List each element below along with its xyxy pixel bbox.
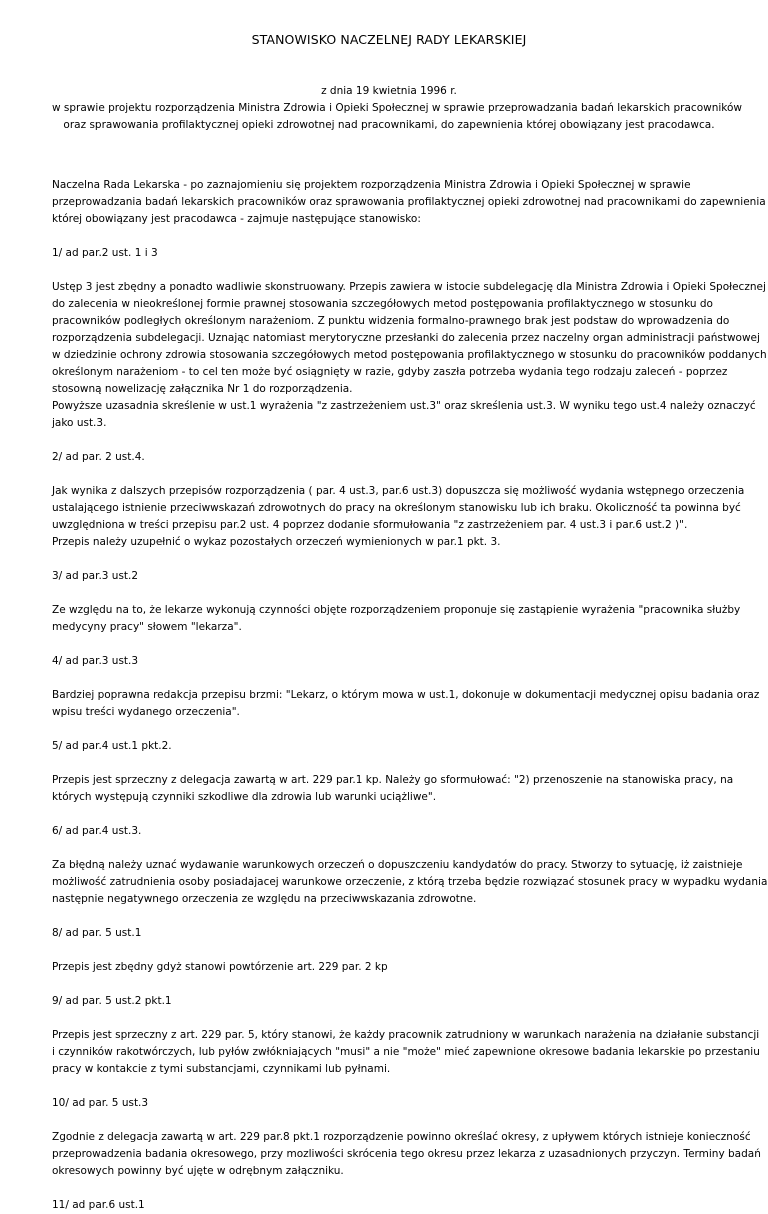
text-line: okresowych powinny być ujęte w odrębnym załączniku. bbox=[52, 1165, 344, 1177]
section-heading bbox=[52, 245, 726, 262]
text-line: stosowną nowelizację załącznika Nr 1 do rozporządzenia. bbox=[52, 383, 353, 395]
text-line: Za błędną należy uznać wydawanie warunkowych orzeczeń o dopuszczeniu kandydatów do pracy. Stworzy to sytuację, iż zaistnieje bbox=[52, 859, 743, 871]
text-line: Przepis jest sprzeczny z delegacja zawartą w art. 229 par.1 kp. Należy go sformułować: "2) przenoszenie na stanowiska pracy, na bbox=[52, 774, 734, 786]
subtitle-date-line: z dnia 19 kwietnia 1996 r. bbox=[321, 85, 457, 97]
text-line: 1/ ad par.2 ust. 1 i 3 bbox=[52, 247, 158, 259]
text-line: których występują czynniki szkodliwe dla zdrowia lub warunki uciążliwe". bbox=[52, 791, 437, 803]
text-line: Ustęp 3 jest zbędny a ponadto wadliwie skonstruowany. Przepis zawiera w istocie subdelegację dla Ministra Zdrowia i Opieki Społecznej bbox=[52, 281, 766, 293]
text-line: 9/ ad par. 5 ust.2 pkt.1 bbox=[52, 995, 172, 1007]
text-line: i czynników rakotwórczych, lub pyłów zwłókniających "musi" a nie "może" mieć zapewnione okresowe badania lekarskie po przestaniu bbox=[52, 1046, 760, 1058]
text-line: wpisu treści wydanego orzeczenia". bbox=[52, 706, 240, 718]
text-line: pracowników podległych określonym narażeniom. Z punktu widzenia formalno-prawnego brak jest podstaw do wprowadzenia do bbox=[52, 315, 730, 327]
paragraph bbox=[52, 687, 760, 721]
section-heading bbox=[52, 738, 726, 755]
text-line: do zalecenia w nieokreślonej formie prawnej stosowania szczegółowych metod postępowania profilaktycznego w stosunku do bbox=[52, 298, 713, 310]
paragraph bbox=[52, 1129, 761, 1180]
text-line: jako ust.3. bbox=[52, 417, 107, 429]
paragraph bbox=[52, 602, 741, 636]
document-body bbox=[52, 177, 768, 1214]
paragraph bbox=[52, 959, 726, 976]
text-line: 6/ ad par.4 ust.3. bbox=[52, 825, 142, 837]
paragraph bbox=[52, 772, 734, 806]
section-heading bbox=[52, 823, 726, 840]
text-line: Jak wynika z dalszych przepisów rozporządzenia ( par. 4 ust.3, par.6 ust.3) dopuszcza się możliwość wydania wstępnego orzeczenia bbox=[52, 485, 745, 497]
text-line: 5/ ad par.4 ust.1 pkt.2. bbox=[52, 740, 172, 752]
text-line: rozporządzenia subdelegacji. Uznając natomiast merytoryczne przesłanki do zalecenia przez naczelny organ administracji państwowej bbox=[52, 332, 760, 344]
text-line: 8/ ad par. 5 ust.1 bbox=[52, 927, 142, 939]
paragraph bbox=[52, 857, 768, 908]
text-line: 4/ ad par.3 ust.3 bbox=[52, 655, 139, 667]
text-line: Ze względu na to, że lekarze wykonują czynności objęte rozporządzeniem proponuje się zastąpienie wyrażenia "pracownika służby bbox=[52, 604, 741, 616]
text-line: uwzględniona w treści przepisu par.2 ust. 4 poprzez dodanie sformułowania "z zastrzeżeniem par. 4 ust.3 i par.6 ust.2 )". bbox=[52, 519, 688, 531]
text-line: Zgodnie z delegacja zawartą w art. 229 par.8 pkt.1 rozporządzenie powinno określać okresy, z upływem których istnieje konieczność bbox=[52, 1131, 751, 1143]
text-line: Przepis jest sprzeczny z art. 229 par. 5, który stanowi, że każdy pracownik zatrudniony w warunkach narażenia na działanie substancji bbox=[52, 1029, 760, 1041]
section-heading bbox=[52, 993, 726, 1010]
text-line: następnie negatywnego orzeczenia ze względu na przeciwwskazania zdrowotne. bbox=[52, 893, 477, 905]
text-line: 10/ ad par. 5 ust.3 bbox=[52, 1097, 149, 1109]
text-line: Powyższe uzasadnia skreślenie w ust.1 wyrażenia "z zastrzeżeniem ust.3" oraz skreślenia ust.3. W wyniku tego ust.4 należy oznaczyć bbox=[52, 400, 756, 412]
text-line: w dziedzinie ochrony zdrowia stosowania szczegółowych metod postępowania profilaktycznego w stosunku do pracowników poddanych bbox=[52, 349, 767, 361]
section-heading bbox=[52, 568, 726, 585]
section-heading bbox=[52, 1197, 726, 1214]
paragraph bbox=[52, 1027, 760, 1078]
text-line: Przepis należy uzupełnić o wykaz pozostałych orzeczeń wymienionych w par.1 pkt. 3. bbox=[52, 536, 501, 548]
text-line: możliwość zatrudnienia osoby posiadajacej warunkowe orzeczenie, z którą trzeba będzie rozwiązać stosunek pracy w wypadku wydania bbox=[52, 876, 768, 888]
section-heading bbox=[52, 925, 726, 942]
text-line: Bardziej poprawna redakcja przepisu brzmi: "Lekarz, o którym mowa w ust.1, dokonuje w dokumentacji medycznej opisu badania oraz bbox=[52, 689, 760, 701]
section-heading bbox=[52, 653, 726, 670]
text-line: której obowiązany jest pracodawca - zajmuje następujące stanowisko: bbox=[52, 213, 421, 225]
text-line: przeprowadzania badań lekarskich pracowników oraz sprawowania profilaktycznej opieki zdrowotnej nad pracownikami do zapewnienia bbox=[52, 196, 766, 208]
document-subtitle bbox=[52, 83, 742, 134]
text-line: przeprowadzenia badania okresowego, przy mozliwości skrócenia tego okresu przez lekarza z uzasadnionych przyczyn. Terminy badań bbox=[52, 1148, 761, 1160]
text-line: 2/ ad par. 2 ust.4. bbox=[52, 451, 145, 463]
paragraph bbox=[52, 483, 745, 551]
document-title: STANOWISKO NACZELNEJ RADY LEKARSKIEJ bbox=[251, 32, 527, 47]
subtitle-line: w sprawie projektu rozporządzenia Ministra Zdrowia i Opieki Społecznej w sprawie przeprowadzania badań lekarskich pracowników bbox=[52, 102, 742, 114]
text-line: 11/ ad par.6 ust.1 bbox=[52, 1199, 145, 1211]
text-line: Przepis jest zbędny gdyż stanowi powtórzenie art. 229 par. 2 kp bbox=[52, 961, 388, 973]
text-line: 3/ ad par.3 ust.2 bbox=[52, 570, 139, 582]
text-line: pracy w kontakcie z tymi substancjami, czynnikami lub pyłnami. bbox=[52, 1063, 391, 1075]
paragraph bbox=[52, 279, 767, 432]
text-line: ustalającego istnienie przeciwwskazań zdrowotnych do pracy na określonym stanowisku lub ich braku. Okoliczność ta powinna być bbox=[52, 502, 741, 514]
text-line: określonym narażeniom - to cel ten może być osiągnięty w razie, gdyby zaszła potrzeba wydania tego rodzaju zaleceń - poprzez bbox=[52, 366, 728, 378]
section-heading bbox=[52, 1095, 726, 1112]
paragraph bbox=[52, 177, 766, 228]
subtitle-line: oraz sprawowania profilaktycznej opieki zdrowotnej nad pracownikami, do zapewnienia której obowiązany jest pracodawca. bbox=[63, 119, 715, 131]
text-line: medycyny pracy" słowem "lekarza". bbox=[52, 621, 242, 633]
text-line: Naczelna Rada Lekarska - po zaznajomieniu się projektem rozporządzenia Ministra Zdrowia i Opieki Społecznej w sprawie bbox=[52, 179, 691, 191]
section-heading bbox=[52, 449, 726, 466]
